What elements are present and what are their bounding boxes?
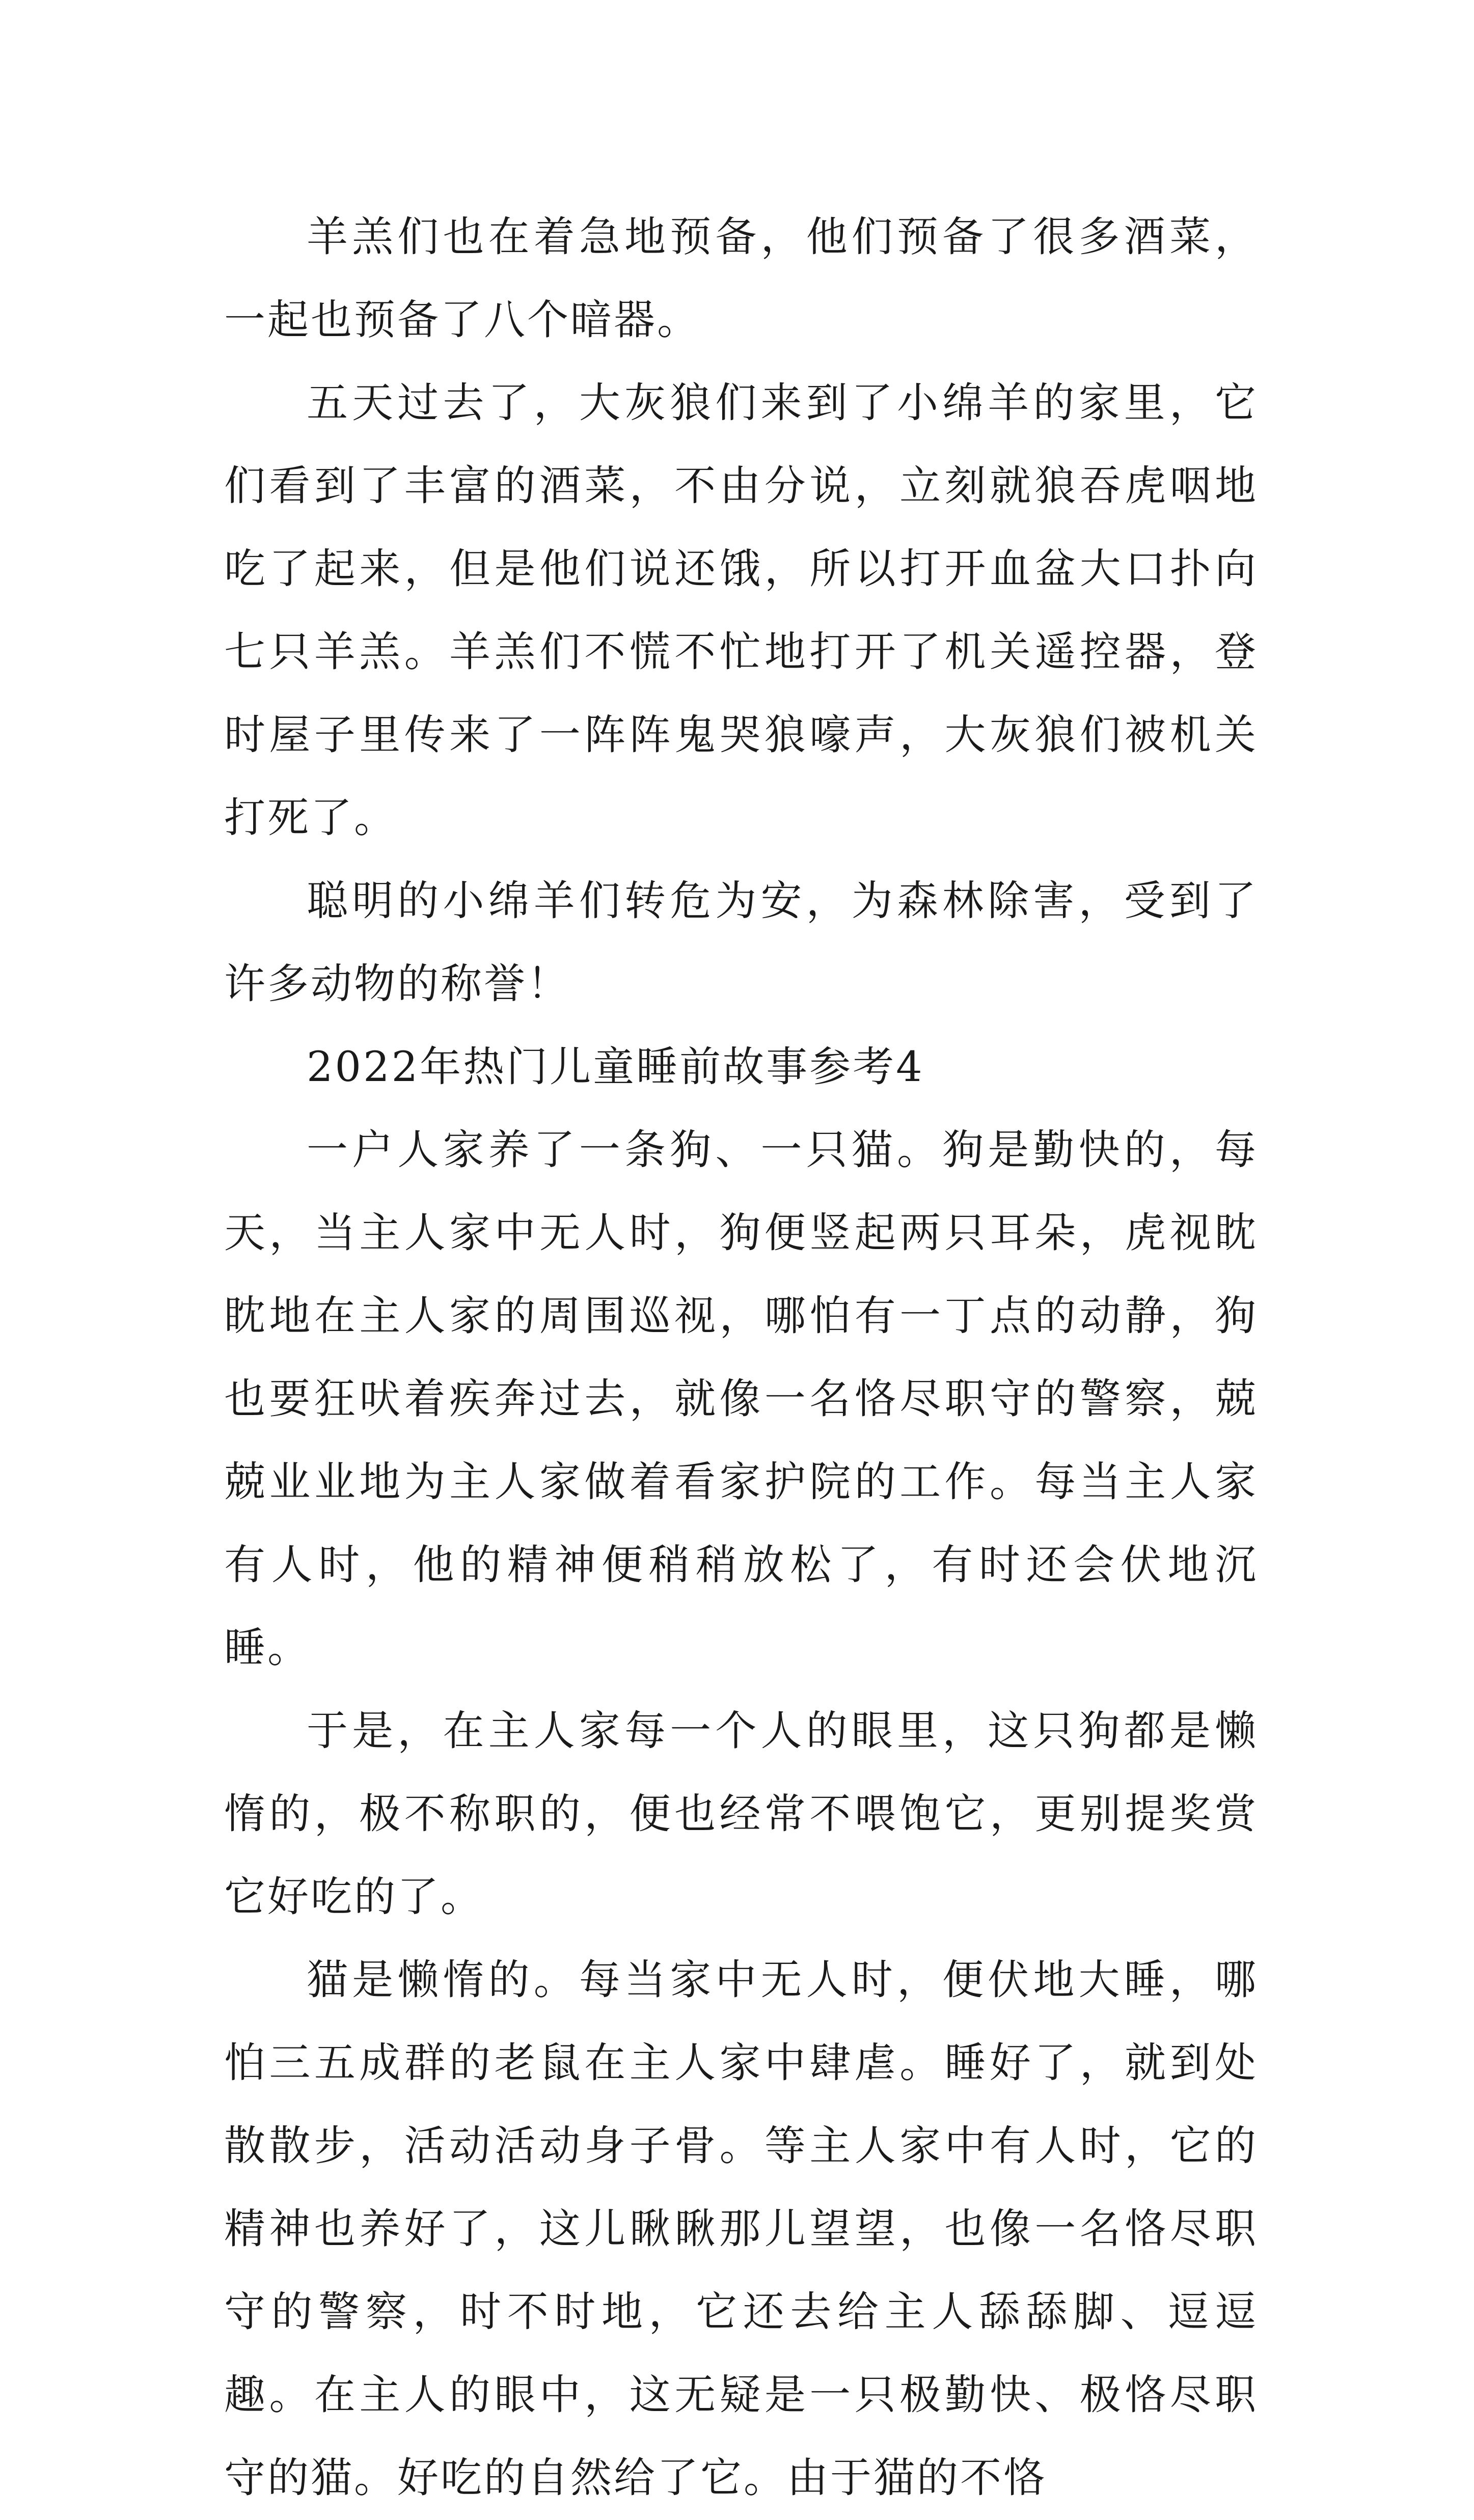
document-body bbox=[224, 196, 1258, 2520]
paragraph-lambs-preparing: 羊羔们也在着急地预备，他们预备了很多酒菜，一起也预备了八个暗器。 bbox=[224, 213, 1258, 344]
paragraph-wolves-arrive: 五天过去了，大灰狼们来到了小绵羊的家里，它们看到了丰富的酒菜，不由分说，立刻就狼吞虎咽地吃了起来，但是他们说还饿，所以打开血盆大口扑向七只羊羔。羊羔们不慌不忙地打开了机关遥控器，登时屋子里传来了一阵阵鬼哭狼嚎声，大灰狼们被机关打死了。 bbox=[224, 379, 1258, 842]
paragraph-dog-judged-lazy: 于是，在主人家每一个人的眼里，这只狗都是懒惰的，极不称职的，便也经常不喂饱它，更别提奖赏它好吃的了。 bbox=[224, 1707, 1258, 1921]
section-heading: 2022年热门儿童睡前故事参考4 bbox=[307, 1043, 924, 1091]
paragraph-dog-diligent: 一户人家养了一条狗、一只猫。狗是勤快的，每天，当主人家中无人时，狗便竖起两只耳朵，虎视眈眈地在主人家的周围巡视，哪怕有一丁点的动静，狗也要狂吠着疾奔过去，就像一名恪尽职守的警察，兢兢业业地为主人家做着看家护院的工作。每当主人家有人时，他的精神便稍稍放松了，有时还会伏地沉睡。 bbox=[224, 1126, 1258, 1672]
paragraph-cat-lazy: 猫是懒惰的。每当家中无人时，便伏地大睡，哪怕三五成群的老鼠在主人家中肆虐。睡好了，就到处散散步，活动活动身子骨。等主人家中有人时，它的精神也养好了，这儿瞅瞅那儿望望，也像一名恪尽职守的警察，时不时地，它还去给主人舔舔脚、逗逗趣。在主人的眼中，这无疑是一只极勤快、极恪尽职守的猫。好吃的自然给了它。由于猫的不恪 bbox=[224, 1956, 1258, 2502]
paragraph-lambs-praised: 聪明的小绵羊们转危为安，为森林除害，受到了许多动物的称誉！ bbox=[224, 877, 1258, 1008]
